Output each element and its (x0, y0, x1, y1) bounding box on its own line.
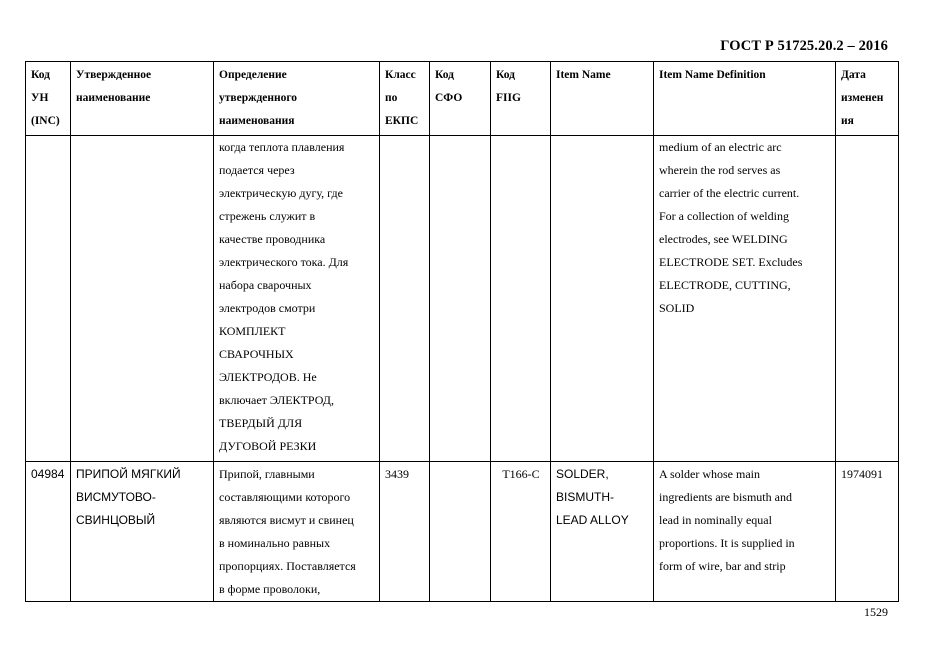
header-fiig-code: Код FIIG (491, 62, 551, 136)
cell-change-date: 1974091 (836, 462, 899, 602)
header-item-name: Item Name (551, 62, 654, 136)
header-inc: Код УН (INC) (26, 62, 71, 136)
cell-fiig-code: T166-C (491, 462, 551, 602)
cell-ekps-class: 3439 (380, 462, 430, 602)
cell-sfo-code (430, 136, 491, 462)
cell-approved-name (71, 136, 214, 462)
header-change-date: Дата изменен ия (836, 62, 899, 136)
cell-item-name (551, 136, 654, 462)
header-ekps-class: Класс по ЕКПС (380, 62, 430, 136)
cell-fiig-code (491, 136, 551, 462)
item-name-table (25, 61, 899, 602)
document-standard-title: ГОСТ Р 51725.20.2 – 2016 (720, 38, 888, 54)
cell-definition-en: A solder whose main ingredients are bismuth and lead in nominally equal proportions. It is supplied in form of wire, bar and strip (654, 462, 836, 602)
cell-inc: 04984 (26, 462, 71, 602)
page-number: 1529 (864, 605, 888, 619)
table-row (26, 462, 899, 602)
cell-definition-en: medium of an electric arc wherein the rod serves as carrier of the electric current. For a collection of welding electrodes, see WELDING ELECTRODE SET. Excludes ELECTRODE, CUTTING, SOLID (654, 136, 836, 462)
cell-item-name: SOLDER, BISMUTH- LEAD ALLOY (551, 462, 654, 602)
header-approved-name: Утвержденное наименование (71, 62, 214, 136)
cell-definition-ru: когда теплота плавления подается через электрическую дугу, где стрежень служит в качестве проводника электрического тока. Для набора сварочных электродов смотри КОМПЛЕКТ СВАРОЧНЫХ ЭЛЕКТРОДОВ. Не включает ЭЛЕКТРОД, ТВЕРДЫЙ ДЛЯ ДУГОВОЙ РЕЗКИ (214, 136, 380, 462)
cell-approved-name: ПРИПОЙ МЯГКИЙ ВИСМУТОВО- СВИНЦОВЫЙ (71, 462, 214, 602)
header-definition-ru: Определение утвержденного наименования (214, 62, 380, 136)
cell-ekps-class (380, 136, 430, 462)
header-item-name-definition: Item Name Definition (654, 62, 836, 136)
cell-change-date (836, 136, 899, 462)
table-header-row (26, 62, 899, 136)
header-sfo-code: Код СФО (430, 62, 491, 136)
cell-definition-ru: Припой, главными составляющими которого являются висмут и свинец в номинально равных пропорциях. Поставляется в форме проволоки, (214, 462, 380, 602)
cell-sfo-code (430, 462, 491, 602)
cell-inc (26, 136, 71, 462)
table-row-continuation (26, 136, 899, 462)
